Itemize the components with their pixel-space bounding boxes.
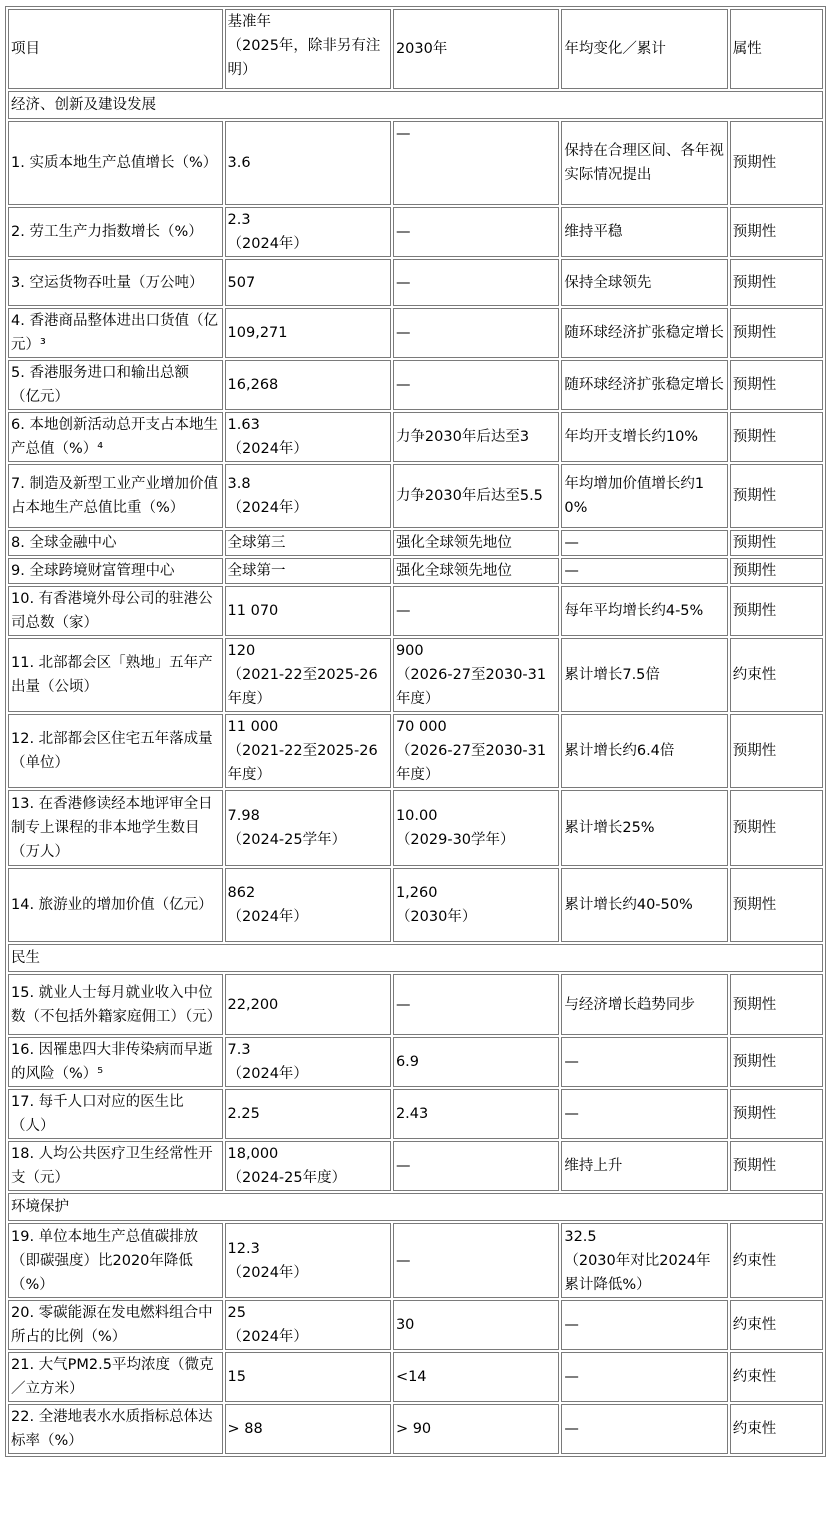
- cell-change: 32.5 （2030年对比2024年累计降低%）: [561, 1223, 727, 1298]
- cell-item: 2. 劳工生产力指数增长（%）: [8, 207, 223, 257]
- table-row: [8, 530, 823, 556]
- header-attribute: 属性: [730, 9, 823, 89]
- cell-change: 维持上升: [561, 1141, 727, 1191]
- cell-item: 22. 全港地表水水质指标总体达标率（%）: [8, 1404, 223, 1454]
- table-row: [8, 464, 823, 528]
- cell-target-2030: 30: [393, 1300, 559, 1350]
- cell-base-year: 862 （2024年）: [225, 868, 391, 942]
- cell-attribute: 预期性: [730, 714, 823, 788]
- cell-attribute: 预期性: [730, 259, 823, 306]
- cell-attribute: 约束性: [730, 1404, 823, 1454]
- cell-item: 11. 北部都会区「熟地」五年产出量（公顷）: [8, 638, 223, 712]
- table-row: [8, 360, 823, 410]
- cell-change: —: [561, 1037, 727, 1087]
- table-row: [8, 1037, 823, 1087]
- cell-target-2030: —: [393, 1223, 559, 1298]
- cell-base-year: 全球第一: [225, 558, 391, 584]
- cell-base-year: 7.98 （2024-25学年）: [225, 790, 391, 866]
- cell-change: 年均增加价值增长约10%: [561, 464, 727, 528]
- table-row: [8, 1089, 823, 1139]
- cell-attribute: 预期性: [730, 464, 823, 528]
- cell-attribute: 预期性: [730, 360, 823, 410]
- cell-change: —: [561, 1300, 727, 1350]
- cell-target-2030: 6.9: [393, 1037, 559, 1087]
- cell-base-year: 3.6: [225, 121, 391, 205]
- cell-base-year: 22,200: [225, 974, 391, 1035]
- table-row: [8, 868, 823, 942]
- cell-base-year: 全球第三: [225, 530, 391, 556]
- cell-item: 14. 旅游业的增加价值（亿元）: [8, 868, 223, 942]
- cell-change: —: [561, 1352, 727, 1402]
- cell-base-year: 1.63 （2024年）: [225, 412, 391, 462]
- cell-change: —: [561, 558, 727, 584]
- cell-item: 19. 单位本地生产总值碳排放（即碳强度）比2020年降低（%）: [8, 1223, 223, 1298]
- cell-base-year: 15: [225, 1352, 391, 1402]
- indicator-table: [5, 6, 826, 1457]
- cell-base-year: > 88: [225, 1404, 391, 1454]
- cell-item: 17. 每千人口对应的医生比（人）: [8, 1089, 223, 1139]
- cell-item: 7. 制造及新型工业产业增加价值占本地生产总值比重（%）: [8, 464, 223, 528]
- cell-base-year: 109,271: [225, 308, 391, 358]
- table-row: [8, 638, 823, 712]
- cell-attribute: 预期性: [730, 586, 823, 636]
- cell-target-2030: —: [393, 259, 559, 306]
- table-row: [8, 558, 823, 584]
- cell-target-2030: —: [393, 586, 559, 636]
- table-row: [8, 259, 823, 306]
- header-row: [8, 9, 823, 89]
- cell-item: 6. 本地创新活动总开支占本地生产总值（%）⁴: [8, 412, 223, 462]
- header-change: 年均变化／累计: [561, 9, 727, 89]
- cell-attribute: 预期性: [730, 1089, 823, 1139]
- cell-change: 维持平稳: [561, 207, 727, 257]
- cell-target-2030: 1,260 （2030年）: [393, 868, 559, 942]
- cell-attribute: 预期性: [730, 974, 823, 1035]
- table-row: [8, 974, 823, 1035]
- cell-base-year: 18,000 （2024-25年度）: [225, 1141, 391, 1191]
- cell-attribute: 约束性: [730, 638, 823, 712]
- cell-attribute: 预期性: [730, 207, 823, 257]
- cell-base-year: 3.8 （2024年）: [225, 464, 391, 528]
- cell-base-year: 120 （2021-22至2025-26年度）: [225, 638, 391, 712]
- header-item: 项目: [8, 9, 223, 89]
- table-row: [8, 308, 823, 358]
- cell-target-2030: —: [393, 207, 559, 257]
- cell-target-2030: —: [393, 974, 559, 1035]
- section-title: 环境保护: [8, 1193, 823, 1221]
- cell-target-2030: —: [393, 360, 559, 410]
- header-2030: 2030年: [393, 9, 559, 89]
- cell-change: —: [561, 530, 727, 556]
- section-title: 民生: [8, 944, 823, 972]
- table-row: [8, 1404, 823, 1454]
- cell-attribute: 预期性: [730, 530, 823, 556]
- cell-item: 4. 香港商品整体进出口货值（亿元）³: [8, 308, 223, 358]
- cell-base-year: 2.25: [225, 1089, 391, 1139]
- cell-target-2030: 力争2030年后达至5.5: [393, 464, 559, 528]
- cell-target-2030: 2.43: [393, 1089, 559, 1139]
- cell-base-year: 12.3 （2024年）: [225, 1223, 391, 1298]
- cell-base-year: 16,268: [225, 360, 391, 410]
- cell-attribute: 预期性: [730, 412, 823, 462]
- cell-attribute: 预期性: [730, 308, 823, 358]
- cell-target-2030: > 90: [393, 1404, 559, 1454]
- cell-item: 13. 在香港修读经本地评审全日制专上课程的非本地学生数目（万人）: [8, 790, 223, 866]
- table-row: [8, 586, 823, 636]
- table-row: [8, 714, 823, 788]
- cell-change: —: [561, 1089, 727, 1139]
- section-title: 经济、创新及建设发展: [8, 91, 823, 119]
- section-row: [8, 1193, 823, 1221]
- cell-item: 5. 香港服务进口和输出总额 （亿元）: [8, 360, 223, 410]
- cell-change: 累计增长约40-50%: [561, 868, 727, 942]
- cell-change: —: [561, 1404, 727, 1454]
- cell-change: 累计增长约6.4倍: [561, 714, 727, 788]
- cell-change: 随环球经济扩张稳定增长: [561, 308, 727, 358]
- cell-item: 8. 全球金融中心: [8, 530, 223, 556]
- cell-item: 18. 人均公共医疗卫生经常性开支（元）: [8, 1141, 223, 1191]
- indicator-table-body: [8, 9, 823, 1454]
- table-row: [8, 1300, 823, 1350]
- section-row: [8, 944, 823, 972]
- cell-change: 保持在合理区间、各年视实际情况提出: [561, 121, 727, 205]
- cell-attribute: 预期性: [730, 868, 823, 942]
- cell-target-2030: <14: [393, 1352, 559, 1402]
- cell-attribute: 预期性: [730, 790, 823, 866]
- table-row: [8, 1223, 823, 1298]
- table-row: [8, 207, 823, 257]
- cell-item: 12. 北部都会区住宅五年落成量（单位）: [8, 714, 223, 788]
- cell-target-2030: 900 （2026-27至2030-31年度）: [393, 638, 559, 712]
- table-row: [8, 121, 823, 205]
- cell-change: 保持全球领先: [561, 259, 727, 306]
- header-base-year: 基准年 （2025年，除非另有注明）: [225, 9, 391, 89]
- cell-change: 累计增长7.5倍: [561, 638, 727, 712]
- table-row: [8, 412, 823, 462]
- cell-item: 21. 大气PM2.5平均浓度（微克／立方米）: [8, 1352, 223, 1402]
- cell-base-year: 11 000 （2021-22至2025-26年度）: [225, 714, 391, 788]
- cell-target-2030: 力争2030年后达至3: [393, 412, 559, 462]
- cell-item: 1. 实质本地生产总值增长（%）: [8, 121, 223, 205]
- cell-change: 随环球经济扩张稳定增长: [561, 360, 727, 410]
- cell-change: 年均开支增长约10%: [561, 412, 727, 462]
- cell-target-2030: 强化全球领先地位: [393, 558, 559, 584]
- cell-item: 10. 有香港境外母公司的驻港公司总数（家）: [8, 586, 223, 636]
- cell-target-2030: —: [393, 1141, 559, 1191]
- cell-change: 累计增长25%: [561, 790, 727, 866]
- cell-target-2030: 70 000 （2026-27至2030-31年度）: [393, 714, 559, 788]
- cell-target-2030: 强化全球领先地位: [393, 530, 559, 556]
- table-row: [8, 790, 823, 866]
- cell-attribute: 约束性: [730, 1223, 823, 1298]
- table-row: [8, 1141, 823, 1191]
- cell-target-2030: 10.00 （2029-30学年）: [393, 790, 559, 866]
- cell-item: 20. 零碳能源在发电燃料组合中所占的比例（%）: [8, 1300, 223, 1350]
- table-row: [8, 1352, 823, 1402]
- cell-base-year: 507: [225, 259, 391, 306]
- cell-item: 9. 全球跨境财富管理中心: [8, 558, 223, 584]
- cell-target-2030: —: [393, 121, 559, 205]
- cell-attribute: 预期性: [730, 558, 823, 584]
- cell-item: 16. 因罹患四大非传染病而早逝的风险（%）⁵: [8, 1037, 223, 1087]
- cell-target-2030: —: [393, 308, 559, 358]
- cell-attribute: 预期性: [730, 1037, 823, 1087]
- cell-base-year: 2.3 （2024年）: [225, 207, 391, 257]
- cell-base-year: 7.3 （2024年）: [225, 1037, 391, 1087]
- cell-change: 每年平均增长约4-5%: [561, 586, 727, 636]
- section-row: [8, 91, 823, 119]
- cell-base-year: 25 （2024年）: [225, 1300, 391, 1350]
- cell-attribute: 约束性: [730, 1300, 823, 1350]
- cell-change: 与经济增长趋势同步: [561, 974, 727, 1035]
- cell-item: 3. 空运货物吞吐量（万公吨）: [8, 259, 223, 306]
- cell-item: 15. 就业人士每月就业收入中位数（不包括外籍家庭佣工）（元）: [8, 974, 223, 1035]
- cell-attribute: 约束性: [730, 1352, 823, 1402]
- cell-base-year: 11 070: [225, 586, 391, 636]
- cell-attribute: 预期性: [730, 1141, 823, 1191]
- cell-attribute: 预期性: [730, 121, 823, 205]
